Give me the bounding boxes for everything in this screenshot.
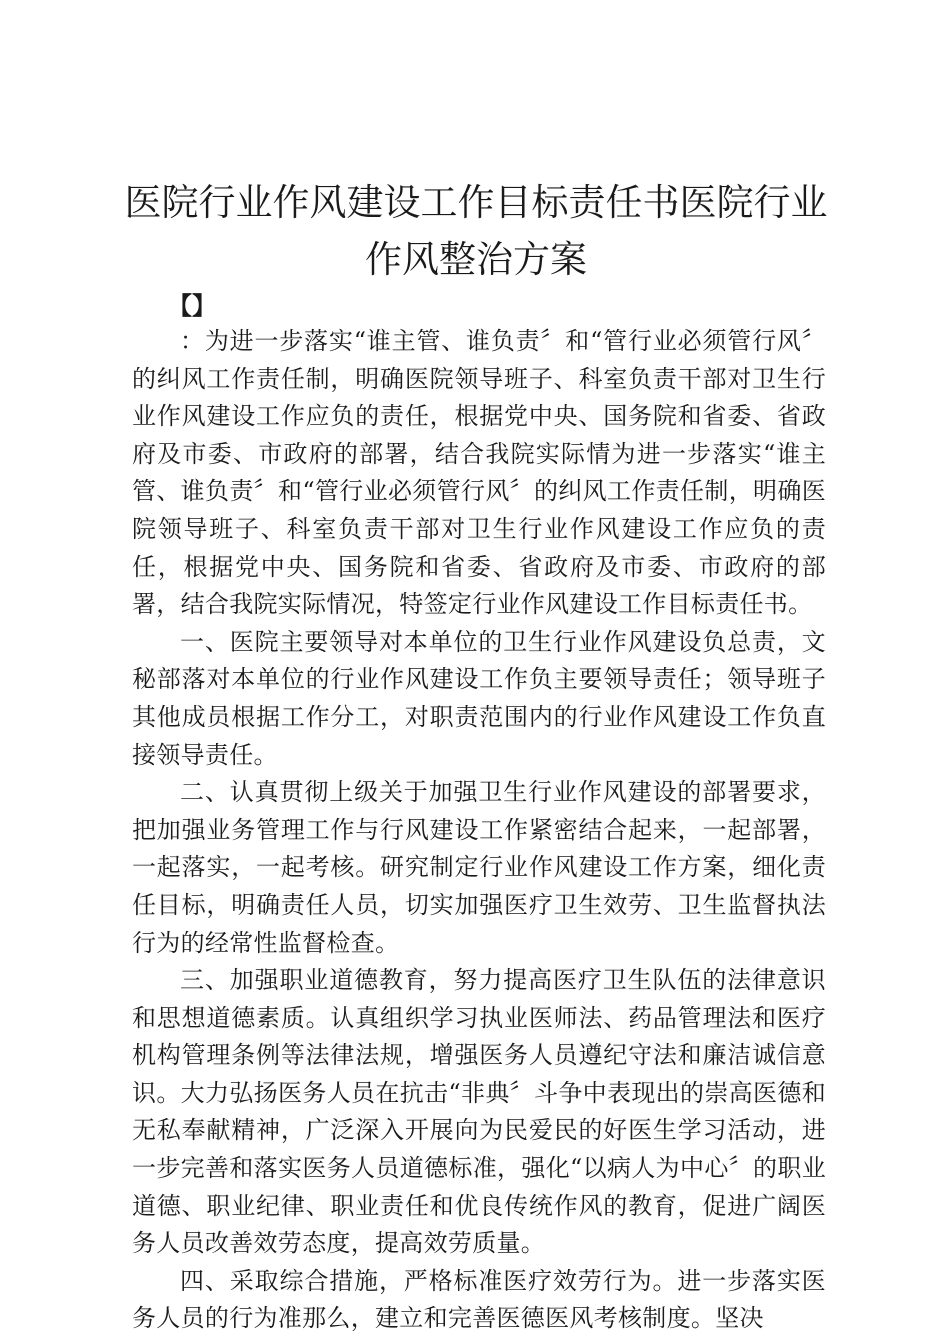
paragraph-item-2: 二、认真贯彻上级关于加强卫生行业作风建设的部署要求，把加强业务管理工作与行风建设工作紧密结合起来，一起部署，一起落实，一起考核。研究制定行业作风建设工作方案，细化责任目标，明确责任人员，切实加强医疗卫生效劳、卫生监督执法行为的经常性监督检查。 (132, 778, 826, 957)
paragraph-item-3: 三、加强职业道德教育，努力提高医疗卫生队伍的法律意识和思想道德素质。认真组织学习执业医师法、药品管理法和医疗机构管理条例等法律法规，增强医务人员遵纪守法和廉洁诚信意识。大力弘扬医务人员在抗击“非典〞斗争中表现出的崇高医德和无私奉献精神，广泛深入开展向为民爱民的好医生学习活动，进一步完善和落实医务人员道德标准，强化“以病人为中心〞的职业道德、职业纪律、职业责任和优良传统作风的教育，促进广阔医务人员改善效劳态度，提高效劳质量。 (132, 966, 826, 1258)
bracket-placeholder: 【】 (168, 291, 216, 320)
document-body (132, 323, 826, 1338)
document-title: 医院行业作风建设工作目标责任书医院行业作风整治方案 (124, 181, 828, 281)
paragraph-item-4: 四、采取综合措施，严格标准医疗效劳行为。进一步落实医务人员的行为准那么，建立和完善医德医风考核制度。坚决 (132, 1266, 826, 1333)
paragraph-intro: ：为进一步落实“谁主管、谁负责〞和“管行业必须管行风〞的纠风工作责任制，明确医院领导班子、科室负责干部对卫生行业作风建设工作应负的责任，根据党中央、国务院和省委、省政府及市委、市政府的部署，结合我院实际情为进一步落实“谁主管、谁负责〞和“管行业必须管行风〞的纠风工作责任制，明确医院领导班子、科室负责干部对卫生行业作风建设工作应负的责任，根据党中央、国务院和省委、省政府及市委、市政府的部署，结合我院实际情况，特签定行业作风建设工作目标责任书。 (132, 327, 826, 619)
paragraph-item-1: 一、医院主要领导对本单位的卫生行业作风建设负总责，文秘部落对本单位的行业作风建设工作负主要领导责任；领导班子其他成员根据工作分工，对职责范围内的行业作风建设工作负直接领导责任。 (132, 627, 826, 769)
